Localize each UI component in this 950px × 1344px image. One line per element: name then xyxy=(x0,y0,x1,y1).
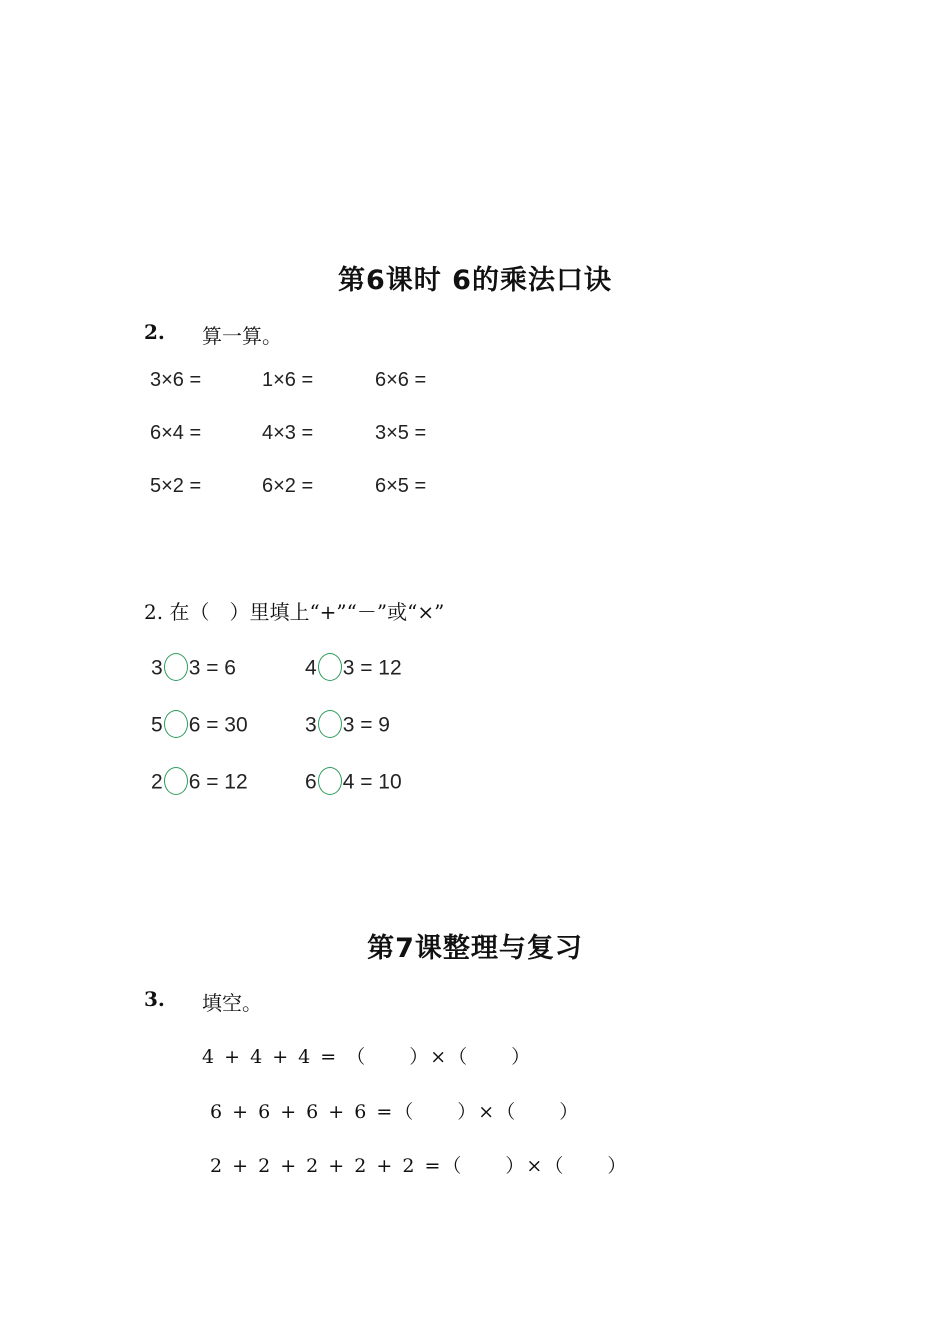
fill-blank-row[interactable]: 4 + 4 + 4 = （ ）×（ ） xyxy=(202,1046,533,1068)
operand-right: 3 = 6 xyxy=(188,656,236,680)
question-instruction: 算一算。 xyxy=(202,324,282,348)
calc-item: 6×5 = xyxy=(375,475,427,497)
answer-circle[interactable] xyxy=(164,653,188,681)
operand-right: 3 = 12 xyxy=(342,656,402,680)
calc-item: 4×3 = xyxy=(262,422,314,444)
calc-item: 5×2 = xyxy=(150,475,202,497)
operator-item xyxy=(151,712,248,740)
operand-left: 6 xyxy=(305,770,317,794)
answer-circle[interactable] xyxy=(318,653,342,681)
question-instruction: 填空。 xyxy=(202,991,262,1015)
operator-item xyxy=(151,769,248,797)
operator-question-instruction: 2. 在（ ）里填上“+”“－”或“×” xyxy=(144,600,445,624)
fill-blank-row[interactable]: 6 + 6 + 6 + 6 =（ ）×（ ） xyxy=(210,1101,581,1123)
answer-circle[interactable] xyxy=(164,767,188,795)
operand-left: 4 xyxy=(305,656,317,680)
operand-right: 4 = 10 xyxy=(342,770,402,794)
lesson7-title: 第7课整理与复习 xyxy=(367,933,583,964)
question-number: 2. xyxy=(144,320,165,344)
fill-blank-row[interactable]: 2 + 2 + 2 + 2 + 2 =（ ）×（ ） xyxy=(210,1155,629,1177)
answer-circle[interactable] xyxy=(318,767,342,795)
calc-item: 3×5 = xyxy=(375,422,427,444)
answer-circle[interactable] xyxy=(164,710,188,738)
operator-item xyxy=(305,655,402,683)
operand-left: 3 xyxy=(305,713,317,737)
operand-left: 5 xyxy=(151,713,163,737)
calc-item: 1×6 = xyxy=(262,369,314,391)
calc-item: 6×2 = xyxy=(262,475,314,497)
question-number: 3. xyxy=(144,987,165,1011)
calc-item: 6×4 = xyxy=(150,422,202,444)
answer-circle[interactable] xyxy=(318,710,342,738)
calc-item: 6×6 = xyxy=(375,369,427,391)
lesson6-title: 第6课时 6的乘法口诀 xyxy=(338,265,612,296)
operand-right: 6 = 30 xyxy=(188,713,248,737)
operand-right: 6 = 12 xyxy=(188,770,248,794)
operand-left: 3 xyxy=(151,656,163,680)
operator-item xyxy=(305,769,402,797)
operand-left: 2 xyxy=(151,770,163,794)
operator-item xyxy=(305,712,390,740)
operator-item xyxy=(151,655,236,683)
operand-right: 3 = 9 xyxy=(342,713,390,737)
calc-item: 3×6 = xyxy=(150,369,202,391)
